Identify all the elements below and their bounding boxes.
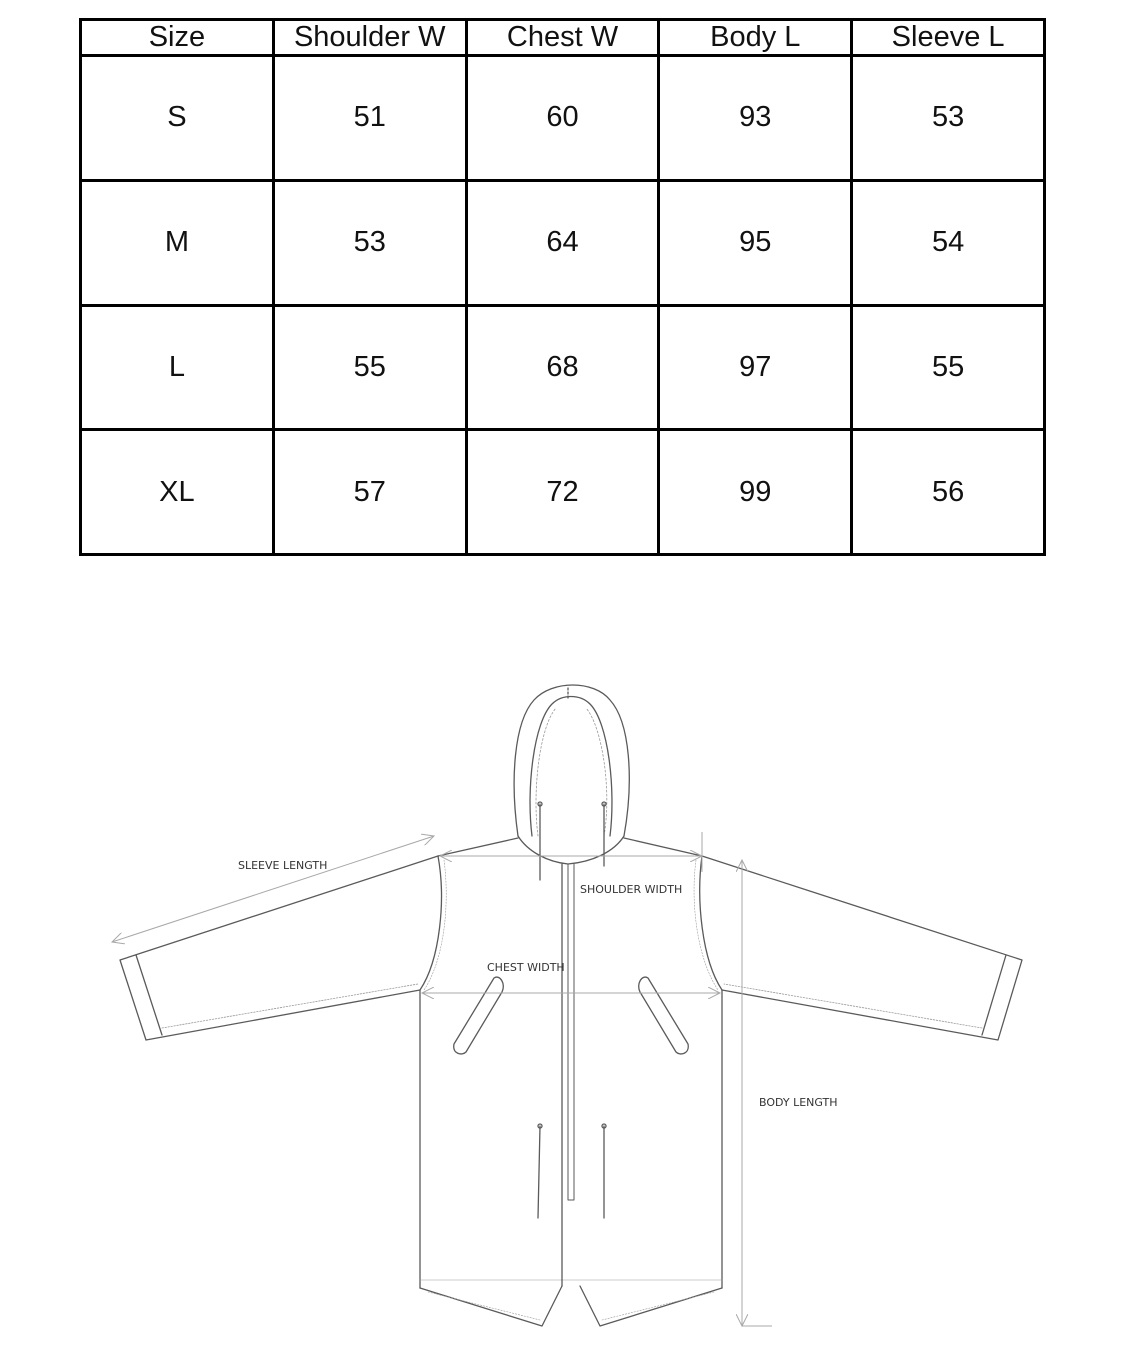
cell-body-length: 95 <box>659 180 852 305</box>
cell-sleeve-length: 54 <box>852 180 1045 305</box>
table-row <box>81 180 1045 305</box>
cell-sleeve-length: 53 <box>852 56 1045 181</box>
table-row <box>81 305 1045 430</box>
cell-size: S <box>81 56 274 181</box>
header-sleeve-length: Sleeve L <box>852 20 1045 56</box>
table-row <box>81 430 1045 555</box>
header-chest-width: Chest W <box>466 20 659 56</box>
waist-drawstring-left <box>538 1126 540 1218</box>
cell-chest-width: 60 <box>466 56 659 181</box>
right-sleeve <box>702 856 1022 1040</box>
cell-shoulder-width: 55 <box>273 305 466 430</box>
cell-sleeve-length: 56 <box>852 430 1045 555</box>
shoulder-width-label: SHOULDER WIDTH <box>580 883 683 896</box>
cell-body-length: 97 <box>659 305 852 430</box>
table-row <box>81 56 1045 181</box>
cell-size: L <box>81 305 274 430</box>
cell-sleeve-length: 55 <box>852 305 1045 430</box>
header-shoulder-width: Shoulder W <box>273 20 466 56</box>
left-sleeve <box>120 856 438 1040</box>
left-shoulder <box>438 838 518 856</box>
hem-right <box>580 1286 722 1326</box>
header-body-length: Body L <box>659 20 852 56</box>
chest-width-label: CHEST WIDTH <box>487 961 565 974</box>
cell-chest-width: 72 <box>466 430 659 555</box>
hood-inner <box>530 697 612 837</box>
table-header-row <box>81 20 1045 56</box>
cell-shoulder-width: 57 <box>273 430 466 555</box>
jacket-outline <box>120 685 1022 1326</box>
cell-chest-width: 64 <box>466 180 659 305</box>
cell-size: XL <box>81 430 274 555</box>
cell-shoulder-width: 53 <box>273 180 466 305</box>
sleeve-length-label: SLEEVE LENGTH <box>238 859 328 872</box>
right-pocket <box>639 977 689 1054</box>
jacket-measurement-diagram <box>0 600 1125 1363</box>
right-shoulder <box>624 838 702 856</box>
cell-body-length: 93 <box>659 56 852 181</box>
measurement-lines <box>112 832 772 1326</box>
size-chart-table <box>79 18 1046 556</box>
left-pocket <box>454 977 504 1054</box>
cell-chest-width: 68 <box>466 305 659 430</box>
cell-shoulder-width: 51 <box>273 56 466 181</box>
cell-size: M <box>81 180 274 305</box>
cell-body-length: 99 <box>659 430 852 555</box>
body-length-label: BODY LENGTH <box>759 1096 838 1109</box>
header-size: Size <box>81 20 274 56</box>
sleeve-length-line <box>112 836 434 942</box>
hem-left <box>420 1286 562 1326</box>
